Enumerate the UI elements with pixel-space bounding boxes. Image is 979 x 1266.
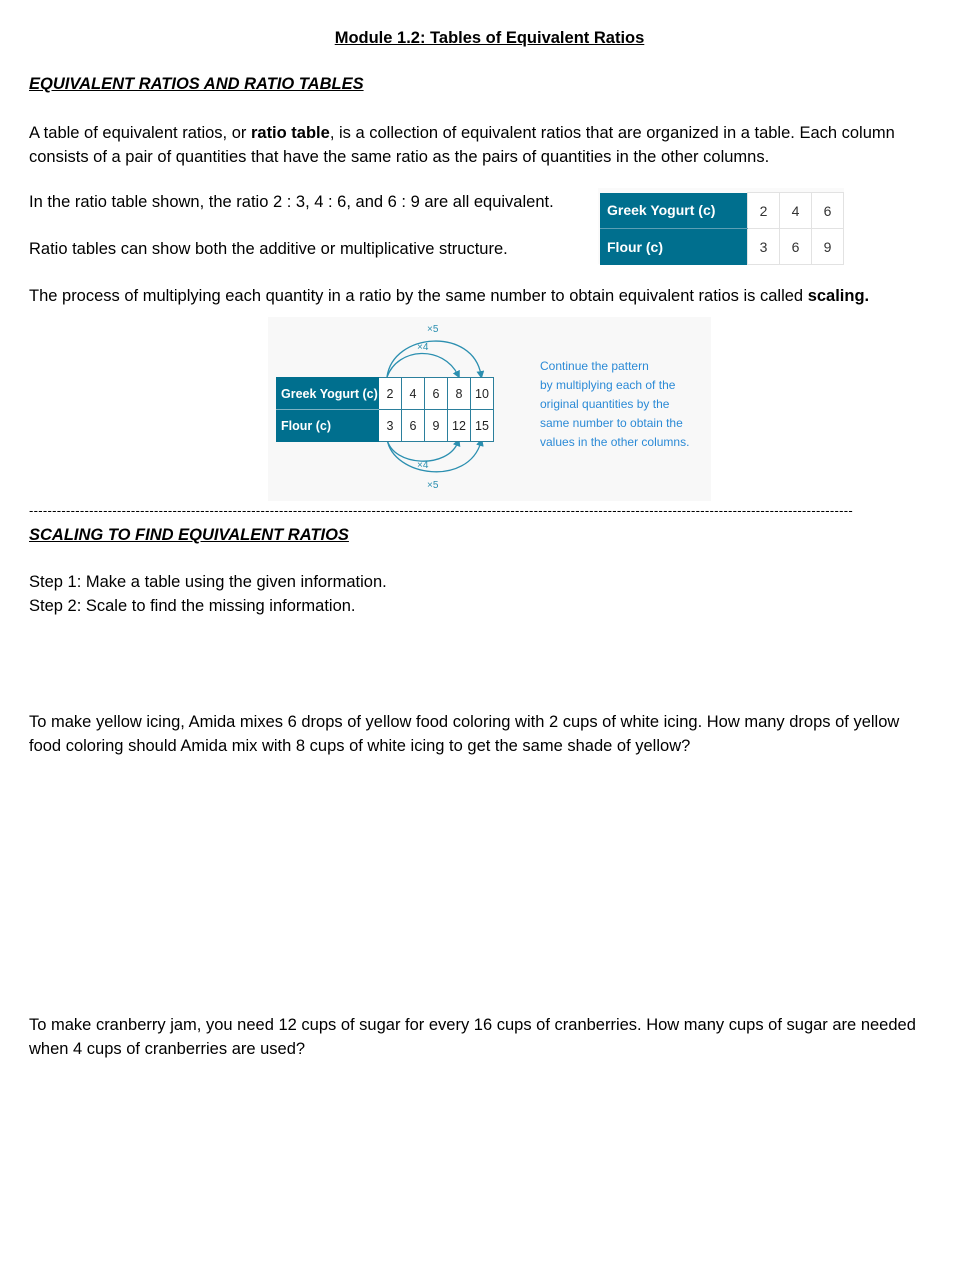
table-cell: 3: [748, 229, 780, 265]
step-2: Step 2: Scale to find the missing information.: [29, 597, 356, 615]
section-heading-equivalent-ratios: EQUIVALENT RATIOS AND RATIO TABLES: [29, 75, 364, 93]
ratio-table-extended: [276, 377, 494, 442]
table-cell: 8: [448, 378, 471, 410]
ratio-table-term: ratio table: [250, 124, 330, 142]
table-row: [277, 378, 494, 410]
page-title: Module 1.2: Tables of Equivalent Ratios: [334, 29, 645, 47]
intro-paragraph: [29, 121, 929, 169]
caption-line: by multiplying each of the: [540, 378, 676, 392]
ratio-shown-text: In the ratio table shown, the ratio 2 : 3, 4 : 6, and 6 : 9 are all equivalent.: [29, 193, 554, 211]
scaling-figure: [268, 317, 711, 501]
arrow-label: ×4: [417, 460, 429, 471]
structure-text: Ratio tables can show both the additive or multiplicative structure.: [29, 240, 508, 258]
table-cell: 6: [812, 193, 844, 229]
table-cell: 4: [402, 378, 425, 410]
scaling-text: The process of multiplying each quantity in a ratio by the same number to obtain equivalent ratios is called: [29, 287, 808, 305]
caption-line: original quantities by the: [540, 397, 670, 411]
table-cell: 9: [425, 410, 448, 442]
row-label: Greek Yogurt (c): [277, 378, 379, 410]
table-cell: 2: [748, 193, 780, 229]
table-cell: 4: [780, 193, 812, 229]
table-cell: 2: [379, 378, 402, 410]
problem-cranberry-jam: To make cranberry jam, you need 12 cups of sugar for every 16 cups of cranberries. How many cups of sugar are needed when 4 cups of cranberries are used?: [29, 1016, 916, 1058]
section-heading-scaling: SCALING TO FIND EQUIVALENT RATIOS: [29, 526, 349, 544]
section-divider: ----------------------------------------------------------------------------------------------------------------------------------------------------------------------------------: [29, 503, 853, 517]
problem-yellow-icing: To make yellow icing, Amida mixes 6 drops of yellow food coloring with 2 cups of white icing. How many drops of yellow food coloring should Amida mix with 8 cups of white icing to get the same shade of yellow?: [29, 713, 900, 755]
table-row: [600, 229, 844, 265]
step-1: Step 1: Make a table using the given information.: [29, 573, 387, 591]
arrow-label: ×4: [417, 342, 429, 353]
table-row: [600, 193, 844, 229]
arrow-label: ×5: [427, 480, 439, 491]
row-label: Flour (c): [600, 229, 748, 265]
figure-caption: [540, 357, 710, 452]
scaling-term: scaling.: [807, 287, 870, 305]
table-cell: 6: [425, 378, 448, 410]
row-label: Greek Yogurt (c): [600, 193, 748, 229]
caption-line: same number to obtain the: [540, 416, 683, 430]
table-cell: 6: [780, 229, 812, 265]
row-label: Flour (c): [277, 410, 379, 442]
arrow-label: ×5: [427, 324, 439, 335]
ratio-table-small: [598, 188, 844, 264]
table-cell: 10: [471, 378, 494, 410]
table-cell: 9: [812, 229, 844, 265]
scaling-paragraph: [29, 284, 969, 308]
table-cell: 15: [471, 410, 494, 442]
caption-line: Continue the pattern: [540, 359, 649, 373]
caption-line: values in the other columns.: [540, 435, 690, 449]
intro-text-continued: , is a collection of equivalent ratios that are organized in a table. Each column consists of a pair of quantities that have the same ratio as the pairs of quantities in the other columns.: [29, 124, 895, 166]
table-cell: 12: [448, 410, 471, 442]
intro-text: A table of equivalent ratios, or: [29, 124, 251, 142]
table-cell: 3: [379, 410, 402, 442]
table-cell: 6: [402, 410, 425, 442]
table-row: [277, 410, 494, 442]
